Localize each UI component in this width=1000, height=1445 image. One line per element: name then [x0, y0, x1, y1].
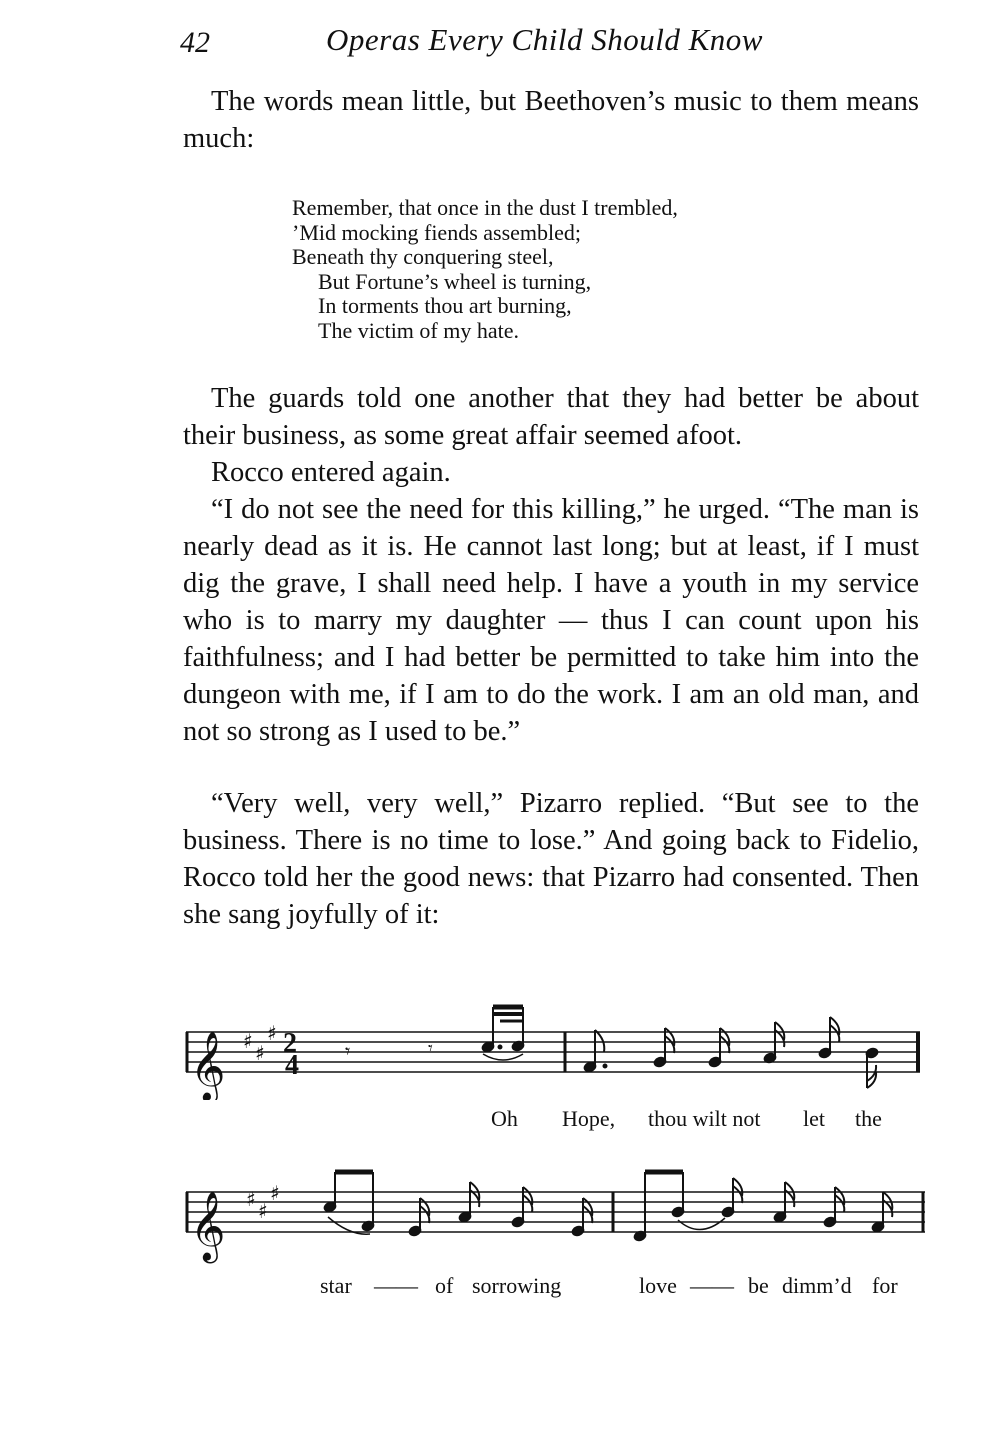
time-signature-top: 2: [283, 1028, 297, 1059]
lyric-syllable: love: [639, 1273, 677, 1298]
lyric-syllable: Hope,: [562, 1106, 616, 1131]
lyric-syllable: Oh: [491, 1106, 518, 1131]
lyric-syllable: the: [855, 1106, 882, 1131]
treble-clef-icon: 𝄞: [190, 1031, 226, 1100]
rest-icon: 𝄾: [345, 1039, 351, 1063]
paragraph-intro: The words mean little, but Beethoven’s music to them means much:: [183, 86, 919, 154]
treble-clef-icon: 𝄞: [190, 1191, 226, 1261]
verse-line: Beneath thy conquering steel,: [292, 244, 554, 270]
lyric-syllable: of: [435, 1273, 454, 1298]
lyric-syllable: thou wilt not: [648, 1106, 761, 1131]
time-signature-bottom: 4: [285, 1050, 299, 1081]
sharp-icon: ♯: [270, 1181, 280, 1205]
running-head: Operas Every Child Should Know: [326, 22, 763, 57]
lyric-syllable: dimm’d: [782, 1273, 852, 1298]
verse-line: ’Mid mocking fiends assembled;: [292, 219, 582, 245]
verse-line: The victim of my hate.: [318, 317, 519, 343]
lyric-syllable: be: [748, 1273, 769, 1298]
lyric-syllable: for: [872, 1273, 898, 1298]
sharp-icon: ♯: [243, 1029, 253, 1053]
notes-group-3: [323, 1172, 592, 1237]
lyric-syllable: sorrowing: [472, 1273, 562, 1298]
music-staff-2: [180, 1160, 935, 1275]
sharp-icon: ♯: [255, 1041, 265, 1065]
verse-line: In torments thou art burning,: [318, 293, 572, 319]
sharp-icon: ♯: [267, 1021, 277, 1045]
lyric-syllable: let: [803, 1106, 825, 1131]
lyric-melisma: ——: [690, 1273, 734, 1298]
sharp-icon: ♯: [258, 1199, 268, 1223]
music-staff-1: [180, 990, 930, 1100]
paragraph-pizarro: “Very well, very well,” Pizarro replied. “But see to the business. There is no time to lose.” And going back to Fidelio, Rocco told her the good news: that Pizarro had consented. Then she sang joyfully of it:: [183, 788, 919, 930]
verse-line: Remember, that once in the dust I trembled,: [292, 195, 678, 220]
paragraph-guards: The guards told one another that they had better be about their business, as some great affair seemed afoot.: [183, 383, 919, 451]
lyric-melisma: ——: [374, 1273, 418, 1298]
verse-block: [292, 196, 678, 344]
paragraph-rocco-speech: “I do not see the need for this killing,” he urged. “The man is nearly dead as it is. He cannot last long; but at least, if I must dig the grave, I shall need help. I have a youth in my service who is to marry my daughter — thus I can count upon his faithfulness; and I had better be permitted to take him into the dungeon with me, if I am to do the work. I am an old man, and not so strong as I used to be.”: [183, 494, 919, 747]
paragraph-rocco: Rocco entered again.: [211, 457, 451, 488]
verse-line: But Fortune’s wheel is turning,: [318, 268, 592, 294]
sharp-icon: ♯: [246, 1187, 256, 1211]
rest-icon: 𝄾: [428, 1038, 433, 1059]
page-number: 42: [180, 26, 210, 59]
lyric-syllable: star: [320, 1273, 352, 1298]
